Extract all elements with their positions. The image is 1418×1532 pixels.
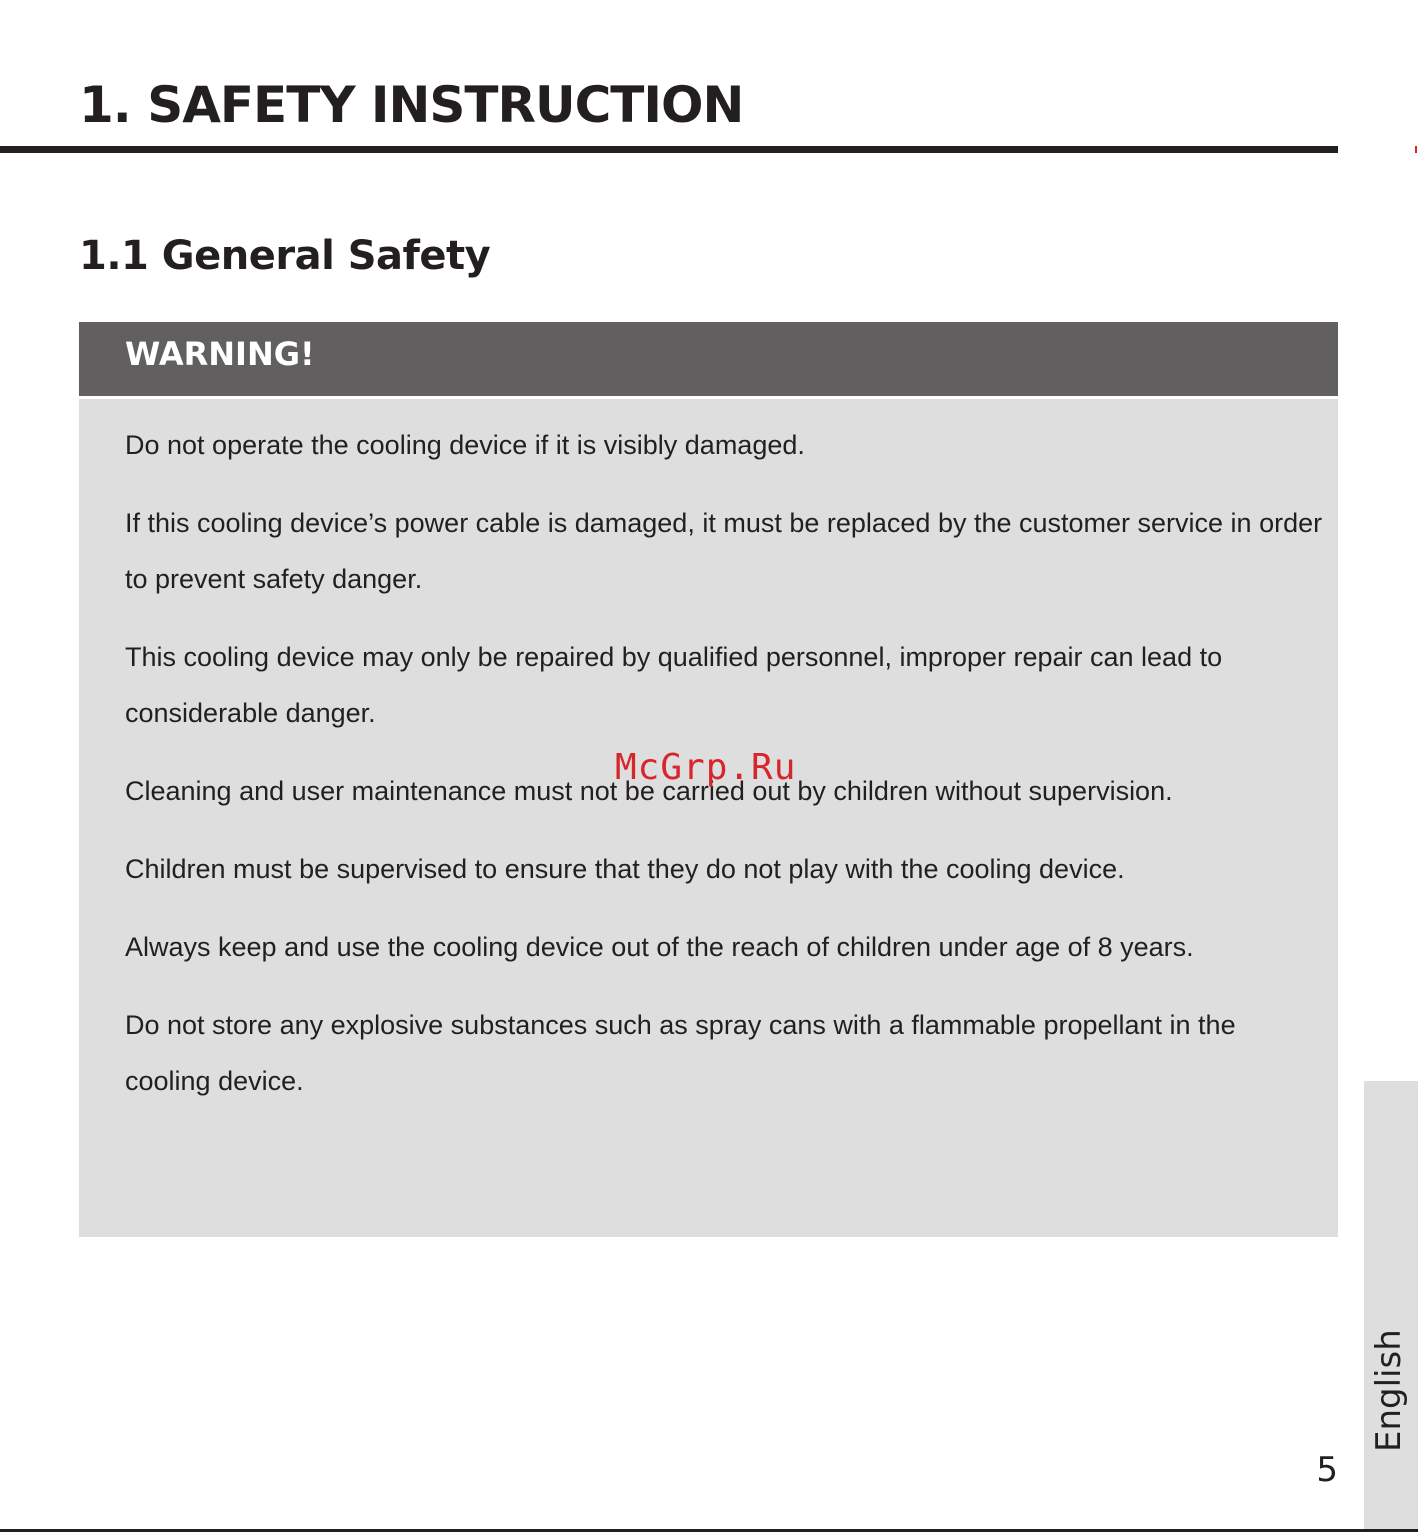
warning-item-children-reach: Always keep and use the cooling device out of the reach of children under age of 8 years. (125, 932, 1194, 962)
warning-item-cleaning: Cleaning and user maintenance must not be carried out by children without supervision. (125, 776, 1173, 806)
warning-item-damaged: Do not operate the cooling device if it is visibly damaged. (125, 430, 805, 460)
warning-item-explosives: Do not store any explosive substances such as spray cans with a flammable propellant in the cooling device. (125, 1010, 1236, 1096)
language-tab (1364, 1081, 1418, 1532)
language-tab-label: English (1369, 1329, 1409, 1452)
warning-item-repair: This cooling device may only be repaired by qualified personnel, improper repair can lead to considerable danger. (125, 642, 1223, 728)
title-divider (0, 146, 1338, 153)
watermark: McGrp.Ru (615, 747, 797, 788)
warning-item-power-cable: If this cooling device’s power cable is damaged, it must be replaced by the customer service in order to prevent safety danger. (125, 508, 1323, 594)
warning-item-children-play: Children must be supervised to ensure that they do not play with the cooling device. (125, 854, 1125, 884)
edge-mark (1415, 146, 1417, 153)
warning-label: WARNING! (125, 335, 315, 373)
page-title: 1. SAFETY INSTRUCTION (79, 76, 744, 134)
warning-header (79, 322, 1338, 399)
page-number: 5 (1316, 1450, 1338, 1490)
section-title: 1.1 General Safety (79, 233, 491, 279)
